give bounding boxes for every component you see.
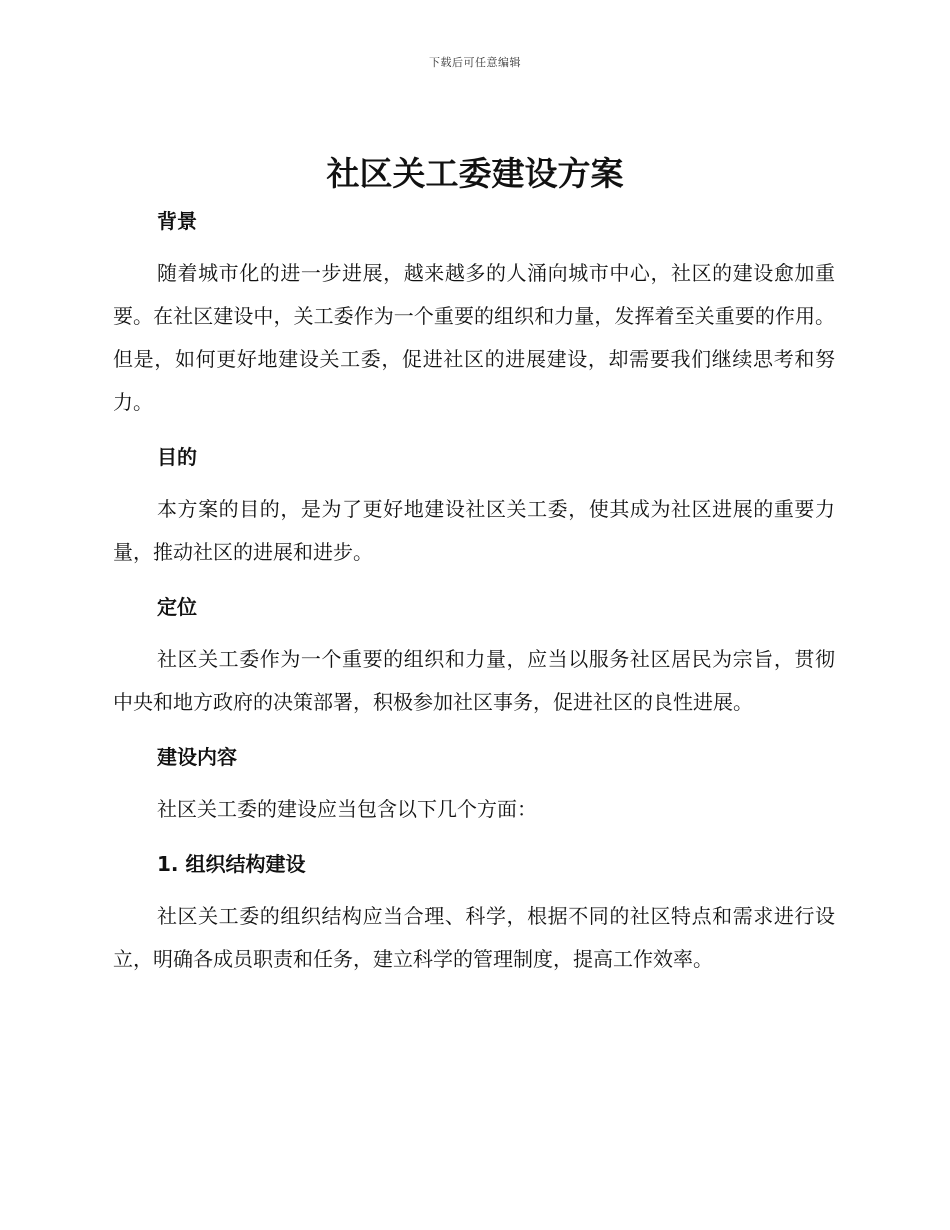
section-paragraph-purpose: 本方案的目的，是为了更好地建设社区关工委，使其成为社区进展的重要力量，推动社区的进展和进步。 (113, 497, 835, 564)
section-paragraph-organization-structure: 社区关工委的组织结构应当合理、科学，根据不同的社区特点和需求进行设立，明确各成员职责和任务，建立科学的管理制度，提高工作效率。 (113, 904, 835, 971)
section-heading-organization-structure: 1. 组织结构建设 (157, 852, 306, 876)
section-heading-positioning: 定位 (157, 595, 197, 619)
document-body (113, 202, 835, 981)
header-note: 下载后可任意编辑 (429, 56, 521, 69)
section-paragraph-positioning: 社区关工委作为一个重要的组织和力量，应当以服务社区居民为宗旨，贯彻中央和地方政府的决策部署，积极参加社区事务，促进社区的良性进展。 (113, 647, 835, 714)
section-heading-construction-content: 建设内容 (157, 745, 237, 769)
section-paragraph-background: 随着城市化的进一步进展，越来越多的人涌向城市中心，社区的建设愈加重要。在社区建设中，关工委作为一个重要的组织和力量，发挥着至关重要的作用。但是，如何更好地建设关工委，促进社区的进展建设，却需要我们继续思考和努力。 (113, 261, 835, 414)
section-heading-background: 背景 (157, 209, 197, 233)
section-paragraph-construction-content: 社区关工委的建设应当包含以下几个方面： (157, 797, 537, 821)
document-title: 社区关工委建设方案 (326, 154, 624, 193)
section-heading-purpose: 目的 (157, 445, 197, 469)
